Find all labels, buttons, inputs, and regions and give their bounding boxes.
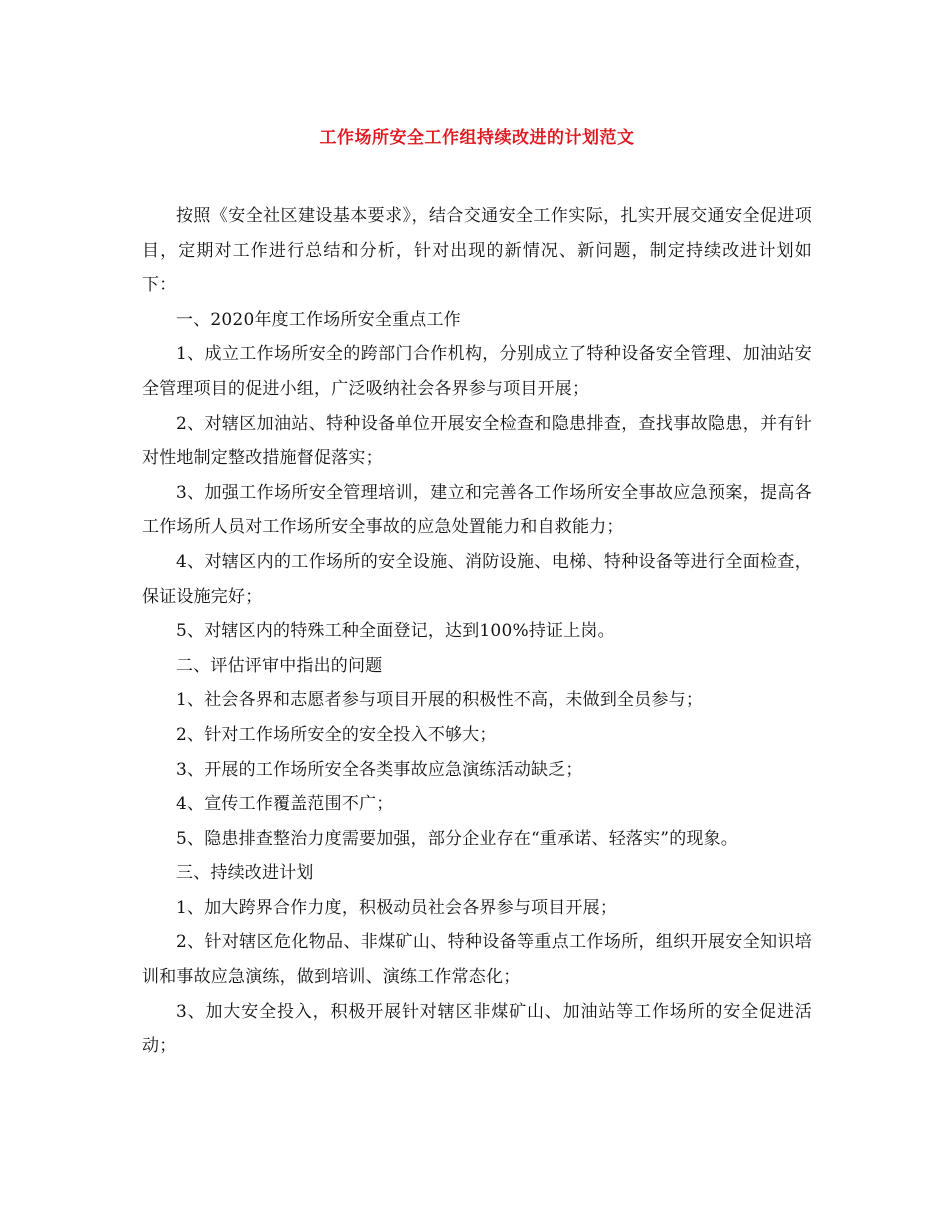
list-item: 4、宣传工作覆盖范围不广； (176, 794, 394, 815)
paragraph-intro: 按照《安全社区建设基本要求》，结合交通安全工作实际，扎实开展交通安全促进项目，定期对工作进行总结和分析，针对出现的新情况、新问题，制定持续改进计划如下： (142, 206, 812, 296)
list-item: 5、对辖区内的特殊工种全面登记，达到100%持证上岗。 (176, 621, 615, 642)
section-heading-3: 三、持续改进计划 (176, 863, 314, 884)
list-item: 1、成立工作场所安全的跨部门合作机构，分别成立了特种设备安全管理、加油站安全管理项目的促进小组，广泛吸纳社会各界参与项目开展； (142, 344, 812, 399)
list-item: 1、社会各界和志愿者参与项目开展的积极性不高，未做到全员参与； (176, 690, 704, 711)
list-item: 3、加大安全投入，积极开展针对辖区非煤矿山、加油站等工作场所的安全促进活动； (142, 1001, 812, 1057)
section-heading-2: 二、评估评审中指出的问题 (176, 655, 383, 676)
section-heading-1: 一、2020年度工作场所安全重点工作 (176, 309, 461, 330)
list-item: 2、对辖区加油站、特种设备单位开展安全检查和隐患排查，查找事故隐患，并有针对性地制定整改措施督促落实； (142, 413, 812, 469)
document-title: 工作场所安全工作组持续改进的计划范文 (319, 128, 635, 148)
list-item: 1、加大跨界合作力度，积极动员社会各界参与项目开展； (176, 897, 618, 918)
list-item: 2、针对工作场所安全的安全投入不够大； (176, 724, 497, 745)
document-body (142, 199, 812, 1064)
list-item: 5、隐患排查整治力度需要加强，部分企业存在“重承诺、轻落实”的现象。 (176, 828, 738, 849)
list-item: 3、开展的工作场所安全各类事故应急演练活动缺乏； (176, 759, 583, 780)
list-item: 2、针对辖区危化物品、非煤矿山、特种设备等重点工作场所，组织开展安全知识培训和事故应急演练，做到培训、演练工作常态化； (142, 932, 812, 988)
list-item: 3、加强工作场所安全管理培训，建立和完善各工作场所安全事故应急预案，提高各工作场所人员对工作场所安全事故的应急处置能力和自救能力； (142, 482, 812, 538)
list-item: 4、对辖区内的工作场所的安全设施、消防设施、电梯、特种设备等进行全面检查，保证设施完好； (142, 551, 812, 607)
